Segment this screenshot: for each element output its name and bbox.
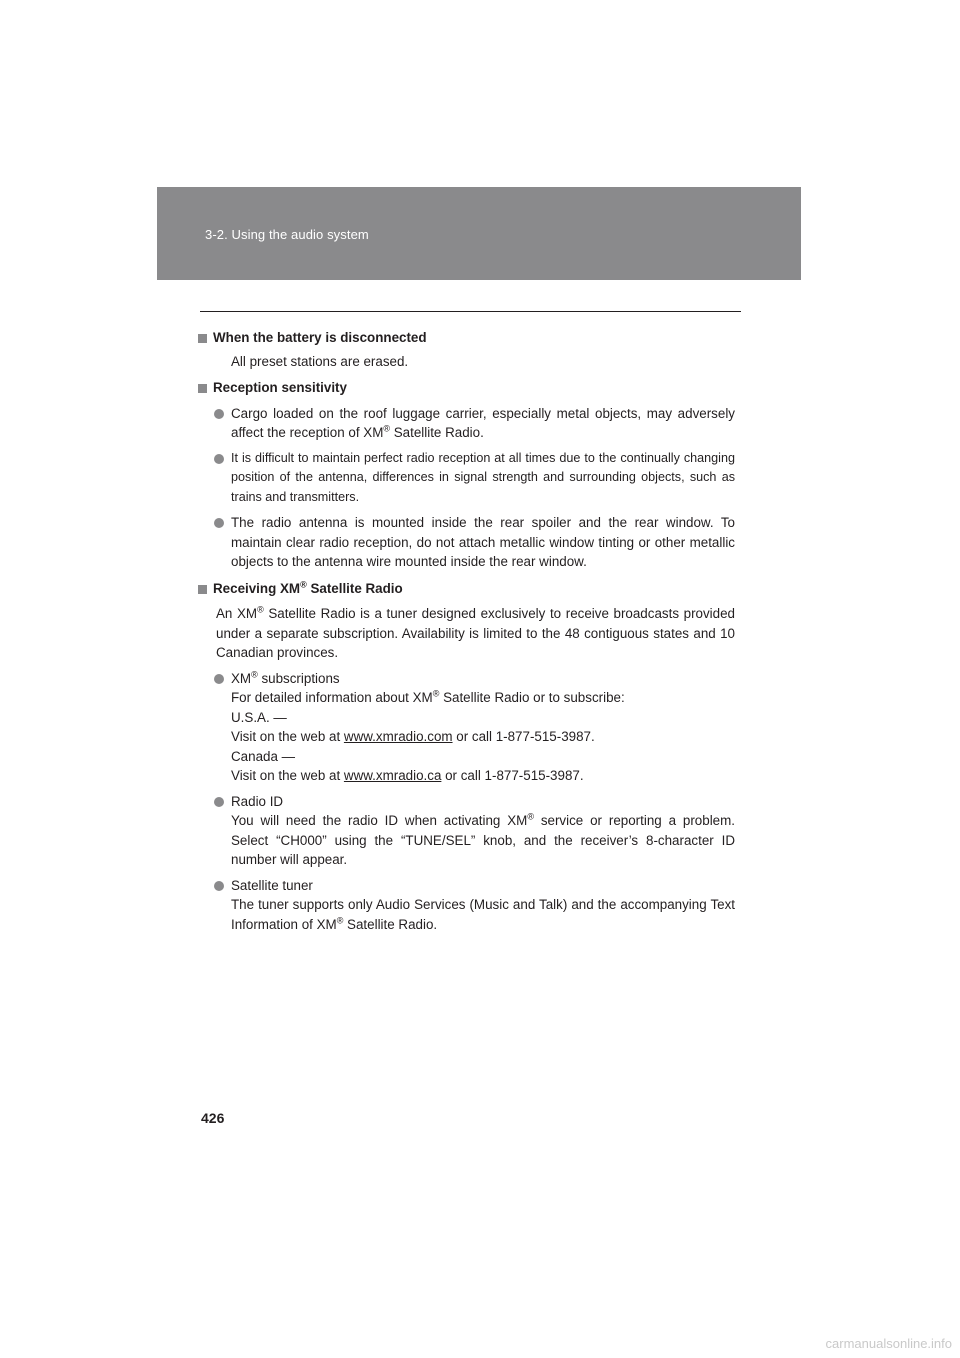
section-battery [213, 328, 735, 371]
bullet-item: The radio antenna is mounted inside the rear spoiler and the rear window. To maintain clear radio reception, do not attach metallic window tinting or other metallic objects to the antenna wire mounted inside the rear window. [231, 513, 735, 572]
body-text: An XM® Satellite Radio is a tuner designed exclusively to receive broadcasts provided under a separate subscription. Availability is limited to the 48 contiguous states and 10 Canadian provinces. [216, 604, 735, 660]
bullet-radio-id: Radio ID You will need the radio ID when activating XM® service or reporting a problem. Select “CH000” using the “TUNE/SEL” knob, and the receiver’s 8-character ID number will appear. [231, 792, 735, 870]
body-text: All preset stations are erased. [231, 353, 409, 369]
round-bullet-icon [214, 797, 224, 807]
section-reception [213, 378, 735, 572]
header-band [157, 187, 801, 280]
round-bullet-icon [214, 454, 224, 464]
section-heading: When the battery is disconnected [198, 328, 720, 348]
bullet-subscriptions: XM® subscriptions For detailed information about XM® Satellite Radio or to subscribe: U.S.A. — Visit on the web at www.xmradio.com or call 1-877-515-3987. Canada — Visit on the web at www.xmradio.ca or call 1-877-515-3987. [231, 669, 735, 786]
section-title: 3-2. Using the audio system [205, 227, 369, 242]
section-heading: Receiving XM® Satellite Radio [198, 579, 720, 599]
square-bullet-icon [198, 334, 207, 343]
page-number: 426 [201, 1110, 225, 1126]
square-bullet-icon [198, 384, 207, 393]
xmradio-ca-link[interactable]: www.xmradio.ca [343, 768, 442, 783]
bullet-satellite-tuner: Satellite tuner The tuner supports only Audio Services (Music and Talk) and the accompanying Text Information of XM® Satellite Radio. [231, 876, 735, 935]
round-bullet-icon [214, 881, 224, 891]
round-bullet-icon [214, 674, 224, 684]
section-receiving-xm [213, 579, 735, 935]
bullet-item: It is difficult to maintain perfect radio reception at all times due to the continually changing position of the antenna, differences in signal strength and surrounding objects, such as trains and transmitters. [231, 449, 735, 508]
bullet-item: Cargo loaded on the roof luggage carrier, especially metal objects, may adversely affect the reception of XM® Satellite Radio. [231, 404, 735, 443]
square-bullet-icon [198, 585, 207, 594]
header-divider [200, 311, 741, 312]
section-heading: Reception sensitivity [198, 378, 720, 398]
xmradio-com-link[interactable]: www.xmradio.com [343, 729, 453, 744]
round-bullet-icon [214, 518, 224, 528]
round-bullet-icon [214, 409, 224, 419]
watermark: carmanualsonline.info [825, 1336, 952, 1351]
page-content [213, 328, 735, 941]
